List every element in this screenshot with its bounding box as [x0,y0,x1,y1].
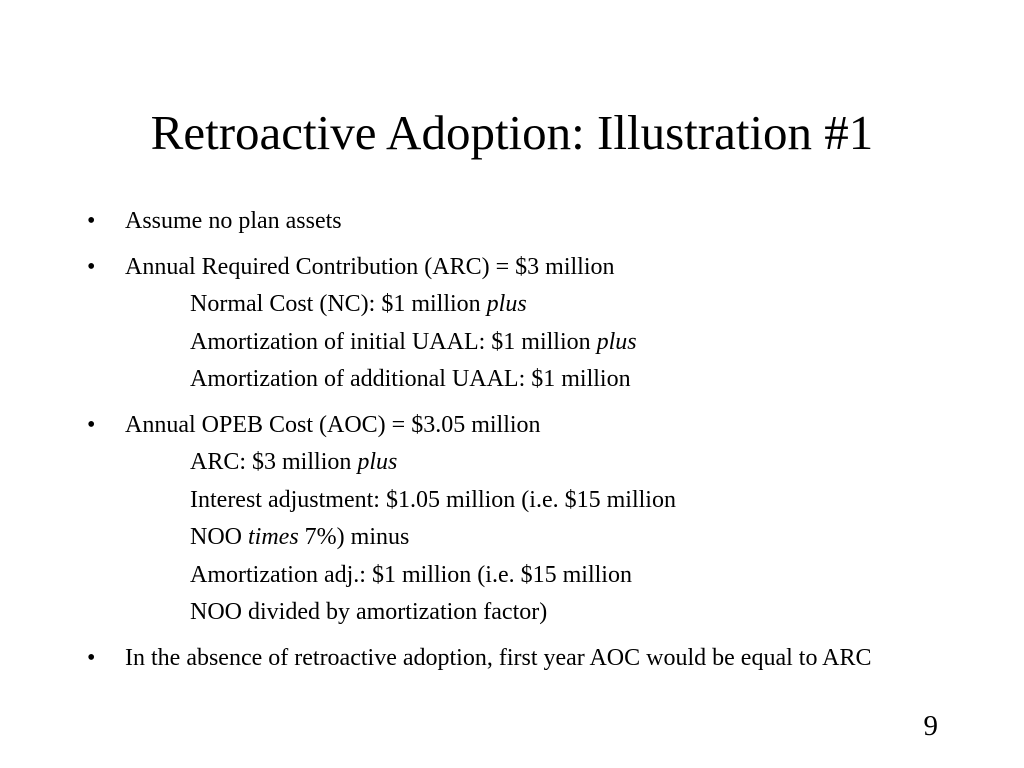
bullet-item [87,407,947,632]
sub-line [125,594,947,632]
bullet-text: Annual OPEB Cost (AOC) = $3.05 million [125,411,541,438]
sub-line-text: Normal Cost (NC): $1 million [190,291,487,317]
sub-line [125,557,947,595]
sub-line [125,324,947,362]
sub-line-text: ARC: $3 million [190,449,358,475]
bullet-icon: • [87,208,96,234]
bullet-icon: • [87,411,96,438]
sub-line-text: Amortization adj.: $1 million (i.e. $15 million [190,561,632,588]
sub-line-text: 7%) minus [298,524,410,550]
sub-line [125,482,947,520]
bullet-text: In the absence of retroactive adoption, first year AOC would be equal to ARC [125,644,872,671]
bullet-icon: • [87,253,96,280]
slide-title: Retroactive Adoption: Illustration #1 [150,105,874,160]
bullet-list [87,203,947,685]
sub-line-emphasis: plus [486,291,527,317]
sub-line-text: Interest adjustment: $1.05 million (i.e. $15 million [190,486,676,513]
bullet-item [87,249,947,399]
sub-line-emphasis: plus [596,328,637,355]
sub-line-text: Amortization of initial UAAL: $1 million [190,328,597,355]
sub-line-text: Amortization of additional UAAL: $1 million [190,366,631,392]
sub-line [125,286,947,324]
sub-line-emphasis: times [248,524,299,550]
sub-line-text: NOO divided by amortization factor) [190,599,548,625]
bullet-text: Annual Required Contribution (ARC) = $3 million [125,253,615,280]
bullet-item [87,203,947,241]
sub-line-text: NOO [190,524,248,550]
sub-line-emphasis: plus [357,449,398,475]
sub-line [125,519,947,557]
sub-line [125,444,947,482]
sub-line [125,361,947,399]
bullet-text: Assume no plan assets [125,208,342,234]
page-number: 9 [923,710,938,742]
bullet-icon: • [87,644,96,671]
bullet-item [87,640,947,678]
